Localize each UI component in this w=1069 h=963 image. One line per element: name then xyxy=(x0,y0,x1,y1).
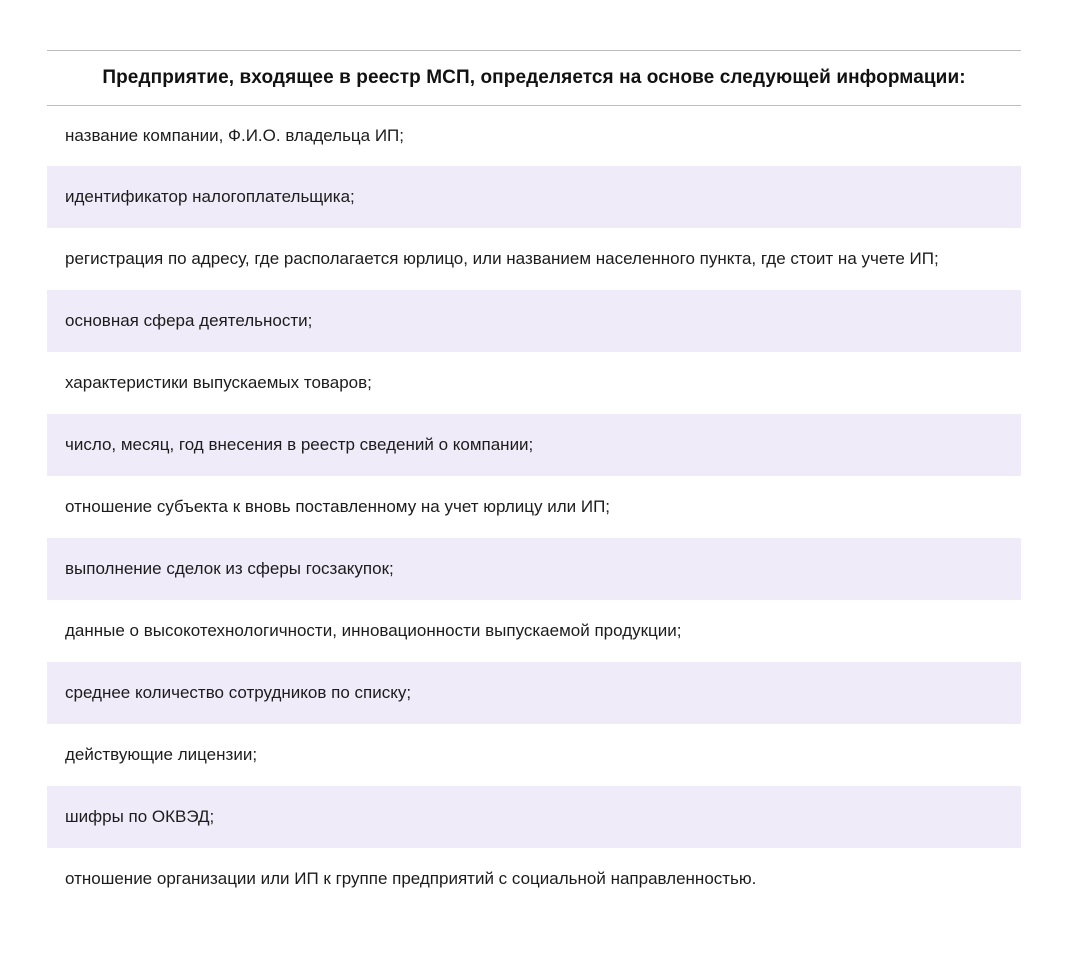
row-text: название компании, Ф.И.О. владельца ИП; xyxy=(65,126,404,145)
table-row xyxy=(47,106,1021,166)
row-text: число, месяц, год внесения в реестр сведений о компании; xyxy=(65,435,534,454)
table-rows xyxy=(47,106,1021,910)
row-text: выполнение сделок из сферы госзакупок; xyxy=(65,559,394,578)
row-text: данные о высокотехнологичности, инновационности выпускаемой продукции; xyxy=(65,621,682,640)
row-text: действующие лицензии; xyxy=(65,745,258,764)
row-text: шифры по ОКВЭД; xyxy=(65,807,215,826)
row-text: отношение организации или ИП к группе предприятий с социальной направленностью. xyxy=(65,869,757,888)
row-text: основная сфера деятельности; xyxy=(65,311,313,330)
table-row xyxy=(47,662,1021,724)
row-text: характеристики выпускаемых товаров; xyxy=(65,373,372,392)
row-text: отношение субъекта к вновь поставленному на учет юрлицу или ИП; xyxy=(65,497,611,516)
table-row xyxy=(47,600,1021,662)
table-row xyxy=(47,414,1021,476)
msp-info-table xyxy=(47,50,1021,910)
table-row xyxy=(47,848,1021,910)
table-row xyxy=(47,166,1021,228)
table-row xyxy=(47,476,1021,538)
table-row xyxy=(47,538,1021,600)
table-row xyxy=(47,352,1021,414)
table-row xyxy=(47,724,1021,786)
table-row xyxy=(47,786,1021,848)
table-row xyxy=(47,228,1021,290)
row-text: идентификатор налогоплательщика; xyxy=(65,187,355,206)
row-text: среднее количество сотрудников по списку; xyxy=(65,683,412,702)
table-header-title: Предприятие, входящее в реестр МСП, определяется на основе следующей информации: xyxy=(102,67,966,88)
table-header xyxy=(47,50,1021,106)
row-text: регистрация по адресу, где располагается юрлицо, или названием населенного пункта, где стоит на учете ИП; xyxy=(65,249,939,268)
table-row xyxy=(47,290,1021,352)
